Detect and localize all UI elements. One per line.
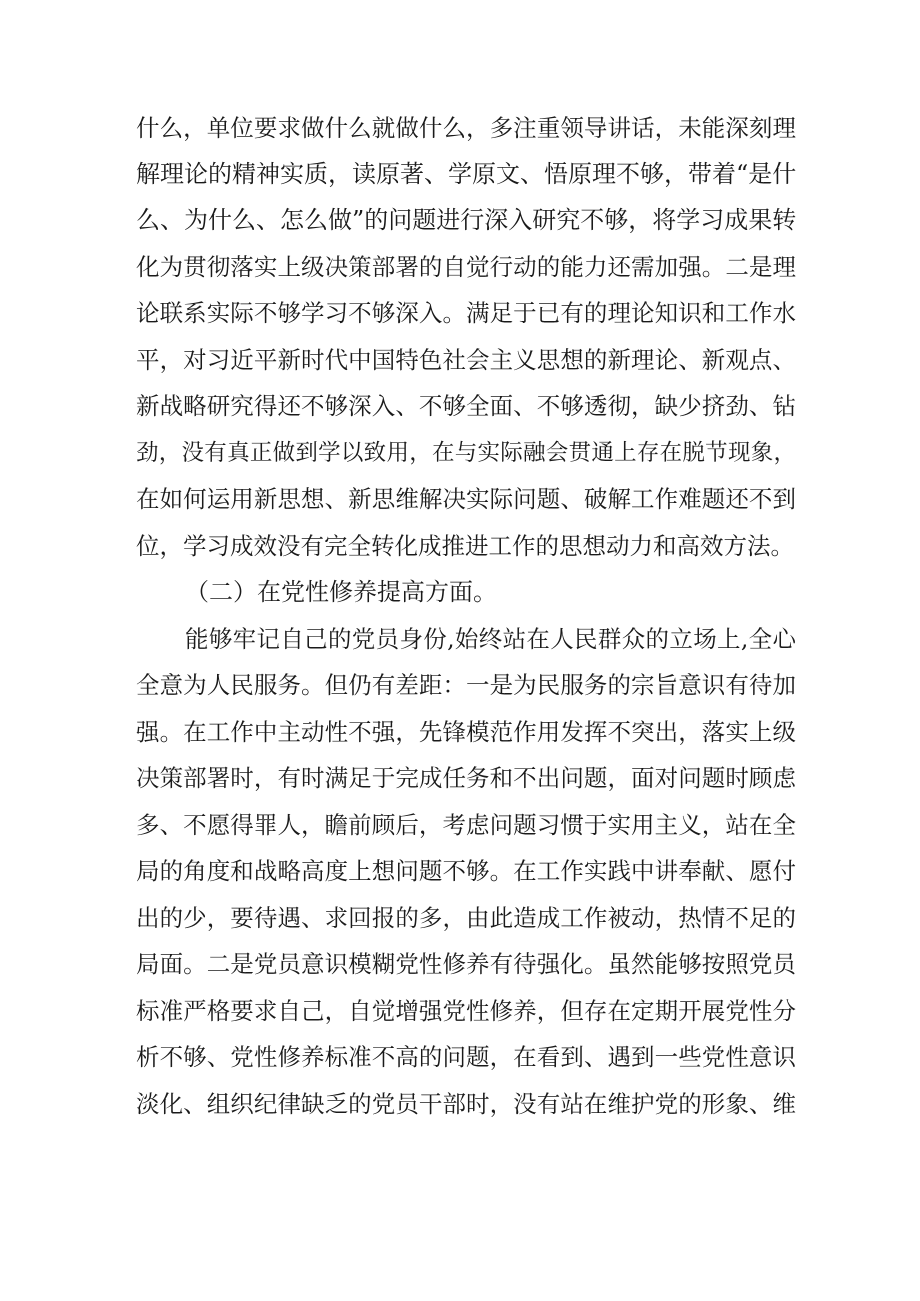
section-heading: （二）在党性修养提高方面。 (185, 578, 497, 606)
paragraph-line: 解理论的精神实质，读原著、学原文、悟原理不够，带着“是什 (136, 160, 797, 188)
paragraph-line: 能够牢记自己的党员身份,始终站在人民群众的立场上,全心 (185, 625, 796, 653)
paragraph-line: 在如何运用新思想、新思维解决实际问题、破解工作难题还不到 (136, 485, 796, 513)
paragraph-line: 淡化、组织纪律缺乏的党员干部时，没有站在维护党的形象、维 (136, 1090, 796, 1118)
paragraph-line: 析不够、党性修养标准不高的问题，在看到、遇到一些党性意识 (136, 1043, 796, 1071)
paragraph-line: 位，学习成效没有完全转化成推进工作的思想动力和高效方法。 (136, 532, 794, 560)
paragraph-line: 劲，没有真正做到学以致用，在与实际融会贯通上存在脱节现象， (136, 440, 796, 466)
paragraph-line: 论联系实际不够学习不够深入。满足于已有的理论知识和工作水 (136, 299, 796, 327)
paragraph-line: 全意为人民服务。但仍有差距：一是为民服务的宗旨意识有待加 (136, 671, 796, 699)
paragraph-line: 强。在工作中主动性不强，先锋模范作用发挥不突出，落实上级 (136, 718, 796, 746)
paragraph-line: 标准严格要求自己，自觉增强党性修养，但存在定期开展党性分 (136, 997, 796, 1025)
paragraph-line: 化为贯彻落实上级决策部署的自觉行动的能力还需加强。二是理 (136, 253, 796, 281)
paragraph-line: 新战略研究得还不够深入、不够全面、不够透彻，缺少挤劲、钻 (136, 392, 796, 420)
paragraph-line: 多、不愿得罪人，瞻前顾后，考虑问题习惯于实用主义，站在全 (136, 811, 796, 839)
paragraph-line: 决策部署时，有时满足于完成任务和不出问题，面对问题时顾虑 (136, 764, 796, 792)
paragraph-line: 平，对习近平新时代中国特色社会主义思想的新理论、新观点、 (136, 346, 796, 374)
paragraph-line: 什么，单位要求做什么就做什么，多注重领导讲话，未能深刻理 (136, 114, 796, 142)
paragraph-line: 局面。二是党员意识模糊党性修养有待强化。虽然能够按照党员 (136, 950, 796, 978)
paragraph-line: 出的少，要待遇、求回报的多，由此造成工作被动，热情不足的 (136, 904, 796, 932)
paragraph-line: 局的角度和战略高度上想问题不够。在工作实践中讲奉献、愿付 (136, 857, 796, 885)
paragraph-line: 么、为什么、怎么做”的问题进行深入研究不够，将学习成果转 (136, 206, 797, 234)
